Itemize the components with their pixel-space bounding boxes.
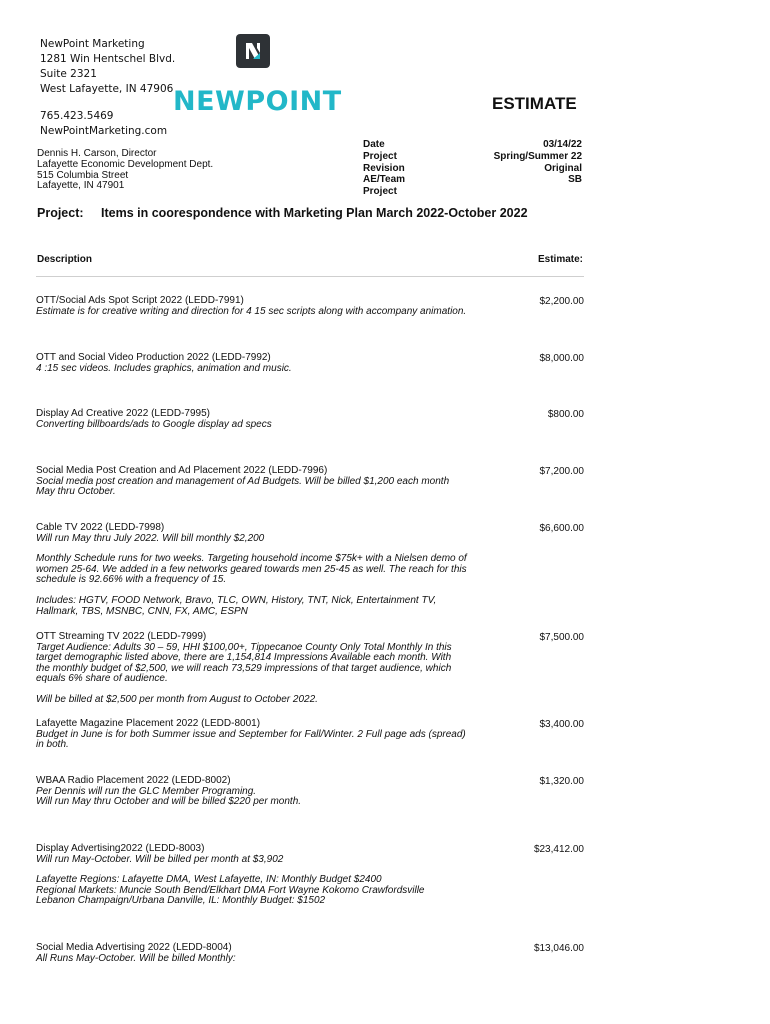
meta-label-ae-team: AE/Team	[363, 174, 406, 186]
sender-name: NewPoint Marketing	[40, 38, 145, 50]
project-line	[37, 206, 528, 220]
line-item	[36, 719, 584, 751]
item-note: Per Dennis will run the GLC Member Programing. Will run May thru October and will be billed $220 per month.	[36, 785, 302, 808]
line-item	[36, 466, 584, 498]
newpoint-n-icon	[236, 34, 270, 68]
column-header-description: Description	[37, 254, 93, 265]
item-amount: $7,200.00	[539, 466, 584, 477]
item-amount: $7,500.00	[539, 632, 584, 643]
item-name: OTT/Social Ads Spot Script 2022 (LEDD-7991)	[36, 295, 244, 306]
item-detail: Lafayette Regions: Lafayette DMA, West Lafayette, IN: Monthly Budget $2400 Regional Markets: Muncie South Bend/Elkhart DMA Fort Wayne Kokomo Crawfordsville Lebanon Champaign/Urbana Danville, IL: Monthly Budget: $1502	[36, 874, 425, 907]
client-street: 515 Columbia Street	[37, 169, 129, 181]
item-amount: $2,200.00	[539, 296, 584, 307]
document-title: ESTIMATE	[492, 94, 577, 113]
client-address	[37, 149, 213, 192]
item-name: Display Ad Creative 2022 (LEDD-7995)	[36, 408, 210, 419]
item-networks: Includes: HGTV, FOOD Network, Bravo, TLC, OWN, History, TNT, Nick, Entertainment TV, Hallmark, TBS, MSNBC, CNN, FX, AMC, ESPN	[36, 594, 437, 617]
item-name: Lafayette Magazine Placement 2022 (LEDD-8001)	[36, 718, 261, 729]
client-city: Lafayette, IN 47901	[37, 180, 125, 192]
item-note: Converting billboards/ads to Google display ad specs	[36, 418, 272, 430]
header-divider	[36, 276, 584, 277]
item-amount: $13,046.00	[533, 943, 584, 954]
item-detail: Will be billed at $2,500 per month from August to October 2022.	[36, 693, 318, 705]
item-name: WBAA Radio Placement 2022 (LEDD-8002)	[36, 775, 231, 786]
sender-block	[40, 37, 175, 139]
item-name: Display Advertising2022 (LEDD-8003)	[36, 843, 205, 854]
meta-label-project: Project	[363, 150, 397, 162]
item-note: 4 :15 sec videos. Includes graphics, animation and music.	[36, 362, 292, 374]
line-item	[36, 844, 584, 907]
item-detail: Monthly Schedule runs for two weeks. Targeting household income $75k+ with a Nielsen demo of women 25-64. We added in a few networks geared towards men 25-45 as well. The reach for this schedule is 92.66% with a frequency of 15.	[36, 553, 467, 586]
line-item	[36, 523, 584, 617]
item-name: Social Media Post Creation and Ad Placement 2022 (LEDD-7996)	[36, 465, 328, 476]
meta-label-project-2: Project	[363, 186, 397, 198]
line-item	[36, 409, 584, 430]
meta-value-ae-team: SB	[568, 174, 582, 186]
item-note: Social media post creation and management of Ad Budgets. Will be billed $1,200 each month May thru October.	[36, 475, 450, 498]
sender-city: West Lafayette, IN 47906	[40, 83, 174, 95]
project-text: Items in coorespondence with Marketing Plan March 2022-October 2022	[101, 206, 528, 220]
line-item	[36, 632, 584, 706]
line-item	[36, 943, 584, 964]
item-name: OTT and Social Video Production 2022 (LEDD-7992)	[36, 352, 271, 363]
item-amount: $3,400.00	[539, 719, 584, 730]
sender-address-2: Suite 2321	[40, 68, 97, 80]
meta-value-revision: Original	[544, 162, 582, 174]
line-item	[36, 353, 584, 374]
item-name: Social Media Advertising 2022 (LEDD-8004)	[36, 942, 232, 953]
item-note: All Runs May-October. Will be billed Monthly:	[36, 952, 236, 964]
item-amount: $800.00	[547, 409, 584, 420]
client-organization: Lafayette Economic Development Dept.	[37, 158, 214, 170]
column-header-estimate: Estimate:	[537, 254, 583, 265]
item-amount: $8,000.00	[539, 353, 584, 364]
meta-value-date: 03/14/22	[543, 139, 582, 150]
meta-values	[470, 139, 582, 186]
meta-label-date: Date	[363, 139, 385, 150]
item-name: OTT Streaming TV 2022 (LEDD-7999)	[36, 631, 207, 642]
meta-label-revision: Revision	[363, 162, 405, 174]
item-note: Budget in June is for both Summer issue and September for Fall/Winter. 2 Full page ads (spread) in both.	[36, 728, 466, 751]
line-item	[36, 296, 584, 317]
sender-phone: 765.423.5469	[40, 110, 114, 122]
item-name: Cable TV 2022 (LEDD-7998)	[36, 522, 165, 533]
sender-website: NewPointMarketing.com	[40, 125, 168, 137]
item-note: Estimate is for creative writing and direction for 4 15 sec scripts along with accompany animation.	[36, 305, 467, 317]
project-label: Project:	[37, 206, 84, 220]
meta-value-project: Spring/Summer 22	[493, 150, 582, 162]
client-contact: Dennis H. Carson, Director	[37, 148, 157, 159]
item-amount: $23,412.00	[533, 844, 584, 855]
item-amount: $6,600.00	[539, 523, 584, 534]
item-note: Will run May thru July 2022. Will bill monthly $2,200	[36, 532, 265, 544]
item-note: Target Audience: Adults 30 – 59, HHI $100,00+, Tippecanoe County Only Total Monthly In this target demographic listed above, there are 1,154,814 Impressions Available each month. With the monthly budget of $2,500, we will reach 73,529 impressions of that target audience, which equals 6% share of audience.	[36, 641, 452, 685]
item-note: Will run May-October. Will be billed per month at $3,902	[36, 853, 284, 865]
sender-address-1: 1281 Win Hentschel Blvd.	[40, 53, 176, 65]
meta-labels	[363, 139, 405, 198]
line-item	[36, 776, 584, 808]
brand-wordmark: NEWPOINT	[173, 86, 342, 117]
item-amount: $1,320.00	[539, 776, 584, 787]
